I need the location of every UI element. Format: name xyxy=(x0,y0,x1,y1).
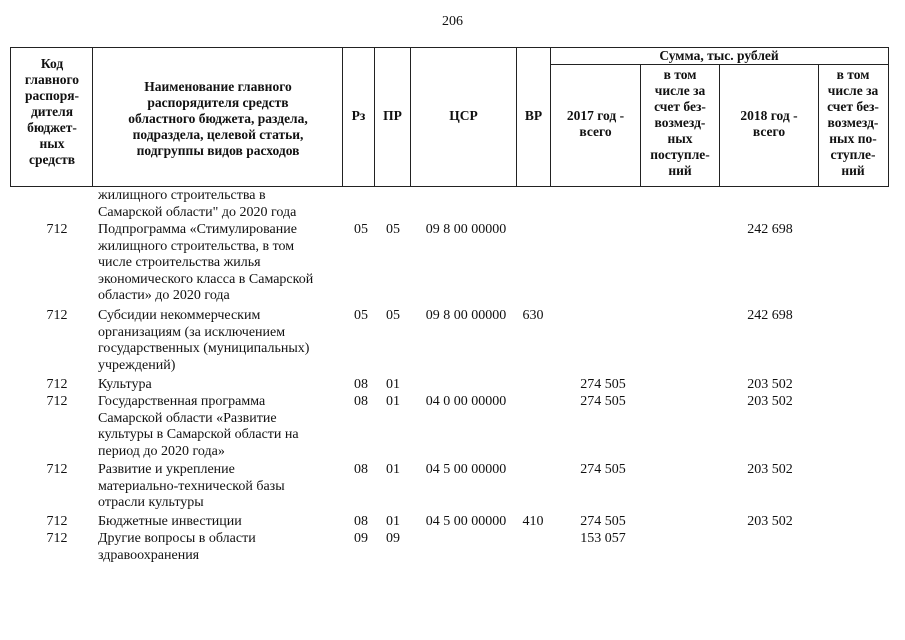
row-sum-2018: 242 698 xyxy=(747,308,793,323)
row-code: 712 xyxy=(46,377,68,392)
row-name-line: культуры в Самарской области на xyxy=(98,427,299,442)
row-name xyxy=(98,394,348,460)
row-csr: 04 5 00 00000 xyxy=(425,514,507,529)
row-code: 712 xyxy=(46,394,68,409)
row-sum-2018: 242 698 xyxy=(747,222,793,237)
row-name-line: Самарской области «Развитие xyxy=(98,410,277,426)
row-rz: 09 xyxy=(354,531,368,546)
row-rz: 05 xyxy=(354,308,368,323)
row-csr: 09 8 00 00000 xyxy=(425,308,507,323)
row-name-line: области» до 2020 года xyxy=(98,288,230,303)
row-csr: 09 8 00 00000 xyxy=(425,222,507,237)
row-pr: 05 xyxy=(386,222,400,237)
row-name-line: Субсидии некоммерческим xyxy=(98,308,261,323)
row-name xyxy=(98,531,348,564)
row-name-line: жилищного строительства, в том xyxy=(98,238,295,254)
header-2018-grants: в том числе за счет без- возмезд- ных по- ступле- ний xyxy=(827,67,879,178)
row-name-line: Подпрограмма «Стимулирование xyxy=(98,222,297,237)
row-pr: 09 xyxy=(386,531,400,546)
row-sum-2017: 274 505 xyxy=(580,462,626,477)
row-name-line: Самарской области" до 2020 года xyxy=(98,204,297,220)
header-pr: ПР xyxy=(383,108,402,123)
header-name: Наименование главного распорядителя средств областного бюджета, раздела, подраздела, целевой статьи, подгруппы видов расходов xyxy=(128,79,308,158)
row-pr: 01 xyxy=(386,462,400,477)
row-name-line: Культура xyxy=(98,377,152,392)
row-pr: 01 xyxy=(386,394,400,409)
row-sum-2017: 274 505 xyxy=(580,514,626,529)
row-name-line: жилищного строительства в xyxy=(98,188,266,203)
row-name-line: отрасли культуры xyxy=(98,495,204,510)
row-sum-2017: 274 505 xyxy=(580,394,626,409)
header-sum: Сумма, тыс. рублей xyxy=(659,48,779,63)
row-name-line: здравоохранения xyxy=(98,547,200,563)
header-2017-total: 2017 год - всего xyxy=(566,108,625,139)
row-name-line: организациям (за исключением xyxy=(98,324,286,340)
row-name-line: государственных (муниципальных) xyxy=(98,341,310,356)
row-name xyxy=(98,188,348,221)
row-name xyxy=(98,308,348,374)
header-2018-total: 2018 год - всего xyxy=(740,108,798,139)
page-number: 206 xyxy=(442,14,463,29)
row-name-line: период до 2020 года» xyxy=(98,443,225,459)
row-pr: 05 xyxy=(386,308,400,323)
row-name-line: Государственная программа xyxy=(98,394,266,409)
row-code: 712 xyxy=(46,308,68,323)
header-2017-grants: в том числе за счет без- возмезд- ных поступле- ний xyxy=(650,67,710,178)
row-name xyxy=(98,462,348,512)
row-csr: 04 5 00 00000 xyxy=(425,462,507,477)
row-sum-2017: 153 057 xyxy=(580,531,626,546)
header-vr: ВР xyxy=(524,108,543,123)
row-rz: 05 xyxy=(354,222,368,237)
row-rz: 08 xyxy=(354,377,368,392)
row-name-line: материально-технической базы xyxy=(98,478,285,494)
row-code: 712 xyxy=(46,222,68,237)
row-name xyxy=(98,377,348,394)
row-name-line: Другие вопросы в области xyxy=(98,531,256,546)
row-code: 712 xyxy=(46,462,68,477)
row-sum-2017: 274 505 xyxy=(580,377,626,392)
row-code: 712 xyxy=(46,531,68,546)
row-name-line: числе строительства жилья xyxy=(98,255,261,270)
row-name-line: Бюджетные инвестиции xyxy=(98,514,242,529)
row-sum-2018: 203 502 xyxy=(747,394,793,409)
row-name-line: учреждений) xyxy=(98,357,176,373)
row-name xyxy=(98,514,348,531)
row-name-line: экономического класса в Самарской xyxy=(98,271,314,287)
row-csr: 04 0 00 00000 xyxy=(425,394,507,409)
row-sum-2018: 203 502 xyxy=(747,514,793,529)
row-name xyxy=(98,222,348,305)
row-rz: 08 xyxy=(354,514,368,529)
row-sum-2018: 203 502 xyxy=(747,377,793,392)
header-csr: ЦСР xyxy=(449,108,478,123)
row-pr: 01 xyxy=(386,514,400,529)
header-code: Код главного распоря- дителя бюджет- ных средств xyxy=(24,56,80,167)
row-code: 712 xyxy=(46,514,68,529)
row-rz: 08 xyxy=(354,462,368,477)
row-rz: 08 xyxy=(354,394,368,409)
row-vr: 410 xyxy=(522,514,544,529)
row-pr: 01 xyxy=(386,377,400,392)
header-rz: Рз xyxy=(351,108,366,123)
row-vr: 630 xyxy=(522,308,544,323)
row-name-line: Развитие и укрепление xyxy=(98,462,235,477)
row-sum-2018: 203 502 xyxy=(747,462,793,477)
